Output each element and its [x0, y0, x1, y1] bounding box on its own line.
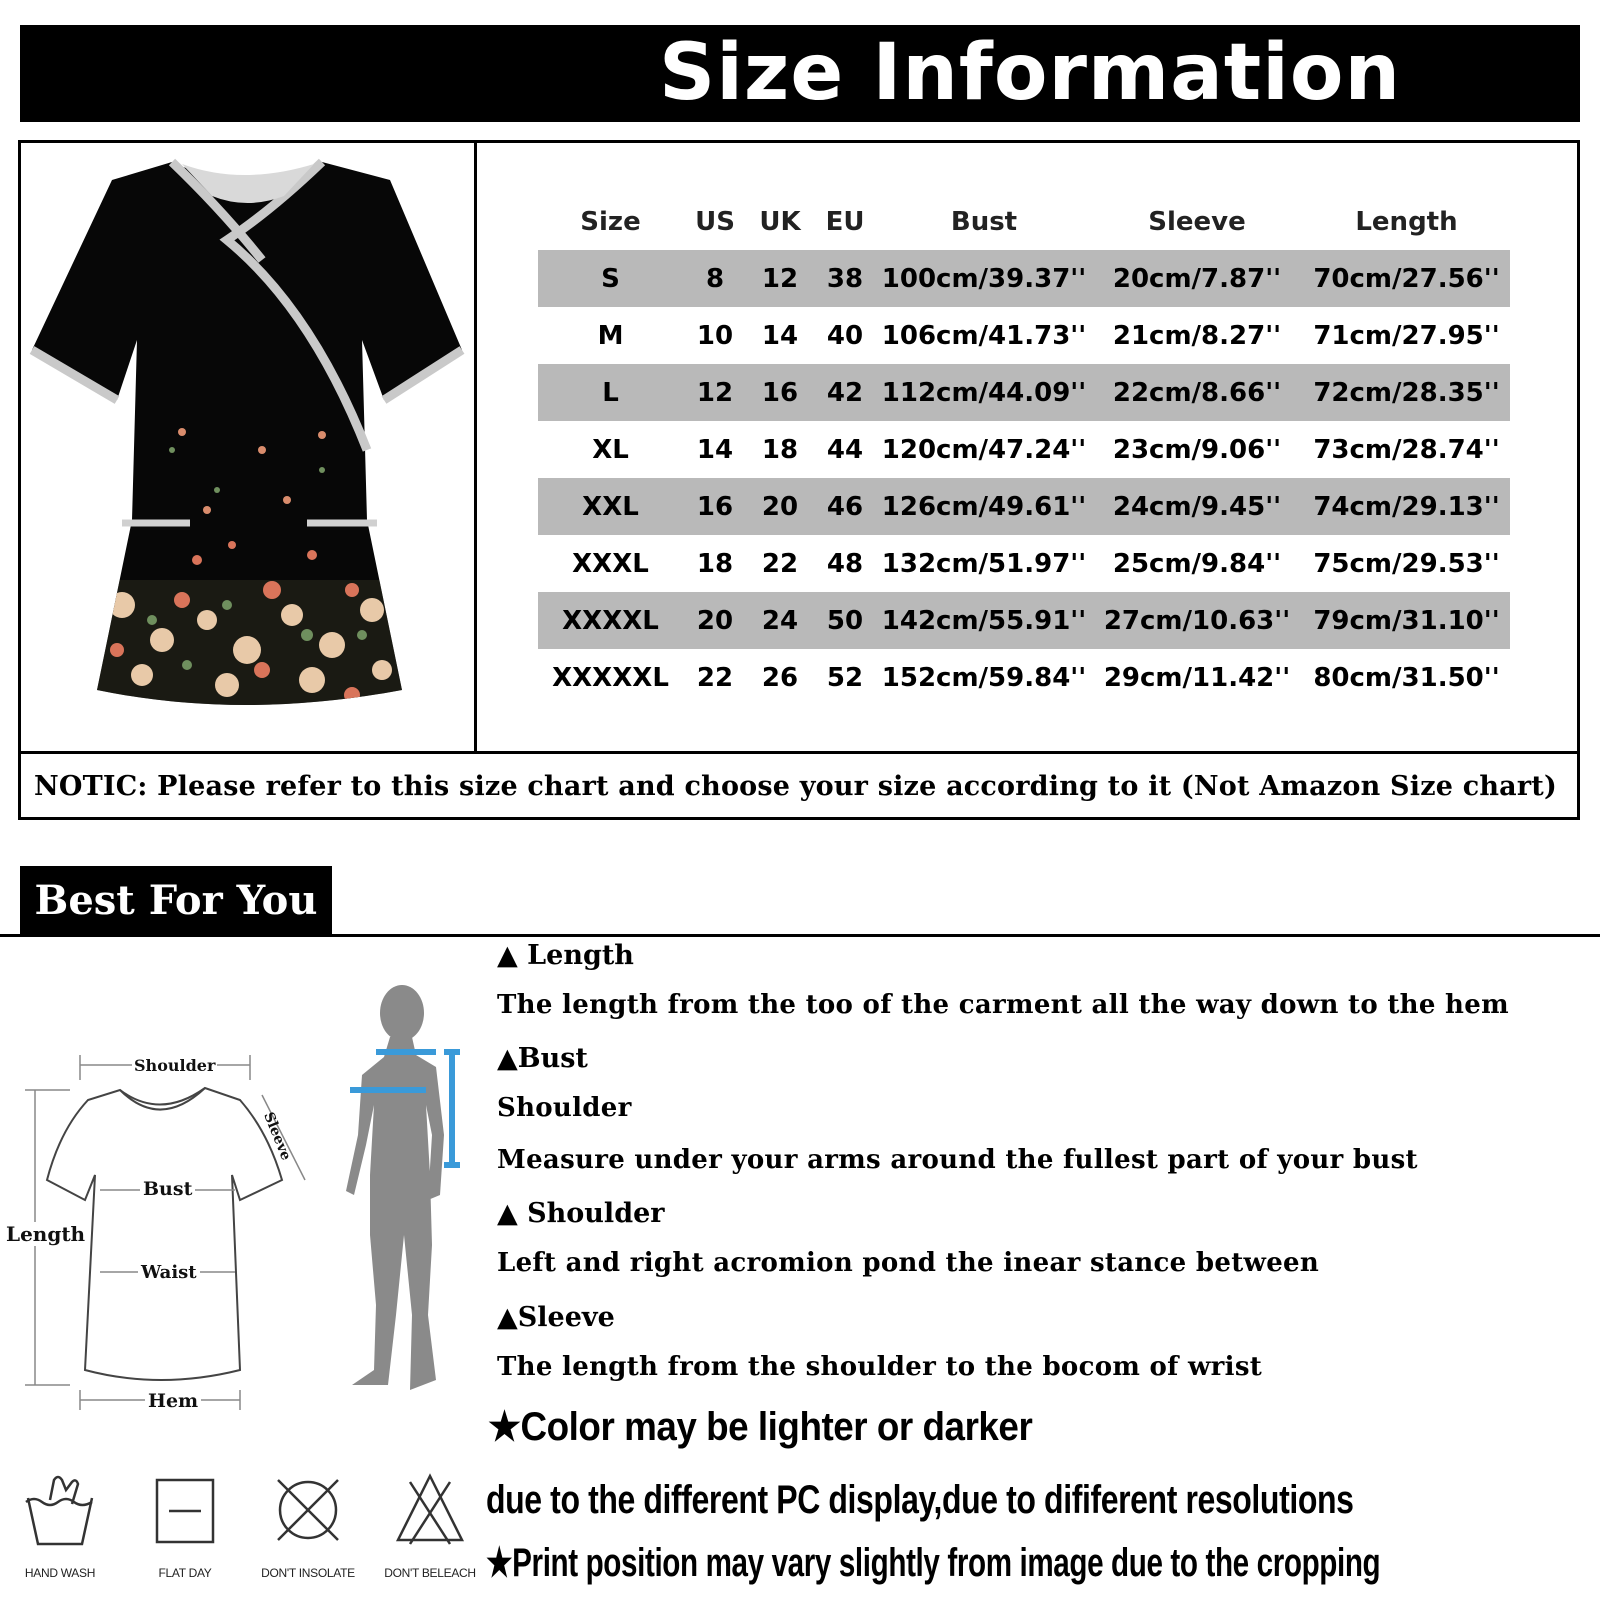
table-cell: 20	[747, 478, 813, 535]
best-for-you-title: Best For You	[34, 877, 318, 924]
table-cell: 16	[683, 478, 747, 535]
table-cell: 20cm/7.87''	[1091, 250, 1303, 307]
table-cell: XXL	[538, 478, 683, 535]
table-row	[538, 421, 1510, 478]
table-cell: 75cm/29.53''	[1313, 548, 1500, 579]
table-cell: 23cm/9.06''	[1112, 434, 1282, 465]
column-header-eu: EU	[825, 207, 865, 237]
note-display: due to the different PC display,due to dififerent resolutions	[486, 1478, 1354, 1522]
table-cell: 29cm/11.42''	[1103, 662, 1291, 693]
table-cell: 18	[696, 548, 734, 579]
table-cell: XXXXXL	[552, 662, 669, 693]
definition-sleeve-heading: ▲Sleeve	[497, 1302, 615, 1333]
table-cell: 10	[696, 320, 734, 351]
table-cell: 14	[696, 434, 734, 465]
do-not-insolate-label: DON'T INSOLATE	[261, 1566, 355, 1580]
flat-dry-label: FLAT DAY	[158, 1566, 212, 1580]
body-silhouette	[340, 985, 480, 1415]
definition-bust-subheading: Shoulder	[497, 1093, 632, 1123]
definition-bust-text: Measure under your arms around the fullest part of your bust	[497, 1145, 1418, 1175]
table-cell: 79cm/31.10''	[1303, 592, 1510, 649]
table-cell: 38	[813, 250, 877, 307]
table-cell: 24	[747, 592, 813, 649]
table-cell: 8	[683, 250, 747, 307]
column-header-length: Length	[1355, 207, 1458, 237]
table-row	[538, 478, 1510, 535]
table-row	[538, 592, 1510, 649]
do-not-bleach-label: DON'T BELEACH	[384, 1566, 476, 1580]
product-shirt-image	[22, 150, 472, 730]
size-chart-table	[538, 194, 1510, 706]
table-cell: 52	[826, 662, 864, 693]
table-cell: 26	[761, 662, 799, 693]
table-cell: XXXXL	[538, 592, 683, 649]
column-header-sleeve: Sleeve	[1148, 207, 1246, 237]
note-print-position: ★Print position may vary slightly from image due to the cropping	[486, 1541, 1381, 1585]
table-cell: 40	[826, 320, 864, 351]
note-color: ★Color may be lighter or darker	[488, 1405, 1033, 1449]
column-header-uk: UK	[759, 207, 801, 237]
table-cell: 46	[813, 478, 877, 535]
do-not-tumble-icon	[253, 1470, 363, 1580]
label-length: Length	[6, 1222, 86, 1246]
best-for-you-tab	[20, 866, 332, 936]
size-notice: NOTIC: Please refer to this size chart and choose your size according to it (Not Amazon Size chart)	[34, 771, 1557, 802]
table-cell: 18	[761, 434, 799, 465]
body-silhouette-figure	[340, 985, 480, 1415]
table-cell: 100cm/39.37''	[877, 250, 1091, 307]
table-cell: 24cm/9.45''	[1091, 478, 1303, 535]
column-header-bust: Bust	[950, 207, 1018, 237]
frame-divider-vertical	[474, 140, 477, 752]
table-cell: 120cm/47.24''	[881, 434, 1087, 465]
table-cell: XL	[592, 434, 629, 465]
table-cell: 73cm/28.74''	[1313, 434, 1500, 465]
label-shoulder: Shoulder	[134, 1056, 216, 1075]
table-header-row	[538, 194, 1510, 250]
table-cell: 22	[696, 662, 734, 693]
table-cell: M	[597, 320, 624, 351]
label-bust: Bust	[140, 1178, 195, 1200]
definition-sleeve-text: The length from the shoulder to the bocom of wrist	[497, 1352, 1263, 1382]
title-banner	[20, 25, 1580, 122]
table-cell: 126cm/49.61''	[877, 478, 1091, 535]
table-cell: 80cm/31.50''	[1313, 662, 1500, 693]
table-row	[538, 307, 1510, 364]
table-cell: 21cm/8.27''	[1112, 320, 1282, 351]
page-title: Size Information	[659, 28, 1401, 118]
section-rule	[0, 934, 1600, 937]
table-cell: S	[538, 250, 683, 307]
table-row	[538, 250, 1510, 307]
table-cell: 27cm/10.63''	[1091, 592, 1303, 649]
table-cell: 25cm/9.84''	[1112, 548, 1282, 579]
scrub-top-illustration	[22, 150, 472, 730]
table-row	[538, 535, 1510, 592]
measurement-diagram	[0, 1040, 330, 1420]
table-cell: 22	[761, 548, 799, 579]
table-cell: 50	[813, 592, 877, 649]
table-cell: 74cm/29.13''	[1303, 478, 1510, 535]
table-row	[538, 649, 1510, 706]
table-cell: 106cm/41.73''	[881, 320, 1087, 351]
table-cell: 112cm/44.09''	[877, 364, 1091, 421]
table-cell: 152cm/59.84''	[881, 662, 1087, 693]
table-cell: 142cm/55.91''	[877, 592, 1091, 649]
do-not-bleach-icon	[375, 1470, 485, 1580]
definition-shoulder-text: Left and right acromion pond the inear stance between	[497, 1248, 1320, 1278]
table-cell: 71cm/27.95''	[1313, 320, 1500, 351]
hand-wash-label: HAND WASH	[24, 1566, 96, 1580]
table-cell: 48	[826, 548, 864, 579]
table-cell: 44	[826, 434, 864, 465]
table-cell: 22cm/8.66''	[1091, 364, 1303, 421]
column-header-us: US	[695, 207, 735, 237]
table-cell: 42	[813, 364, 877, 421]
table-cell: 132cm/51.97''	[881, 548, 1087, 579]
table-cell: 20	[683, 592, 747, 649]
definition-length-text: The length from the too of the carment all the way down to the hem	[497, 990, 1509, 1020]
flat-dry-icon	[130, 1470, 240, 1580]
table-cell: 12	[747, 250, 813, 307]
definition-bust-heading: ▲Bust	[497, 1043, 588, 1074]
label-hem: Hem	[145, 1390, 201, 1412]
label-waist: Waist	[138, 1262, 200, 1283]
table-cell: 14	[761, 320, 799, 351]
table-cell: 12	[683, 364, 747, 421]
table-cell: XXXL	[572, 548, 649, 579]
table-cell: 72cm/28.35''	[1303, 364, 1510, 421]
column-header-size: Size	[580, 207, 641, 237]
table-cell: 16	[747, 364, 813, 421]
definition-shoulder-heading: ▲ Shoulder	[497, 1198, 665, 1229]
definition-length-heading: ▲ Length	[497, 940, 634, 971]
label-sleeve: Sleeve	[260, 1110, 294, 1163]
table-row	[538, 364, 1510, 421]
table-cell: 70cm/27.56''	[1303, 250, 1510, 307]
hand-wash-icon	[5, 1470, 115, 1580]
table-cell: L	[538, 364, 683, 421]
